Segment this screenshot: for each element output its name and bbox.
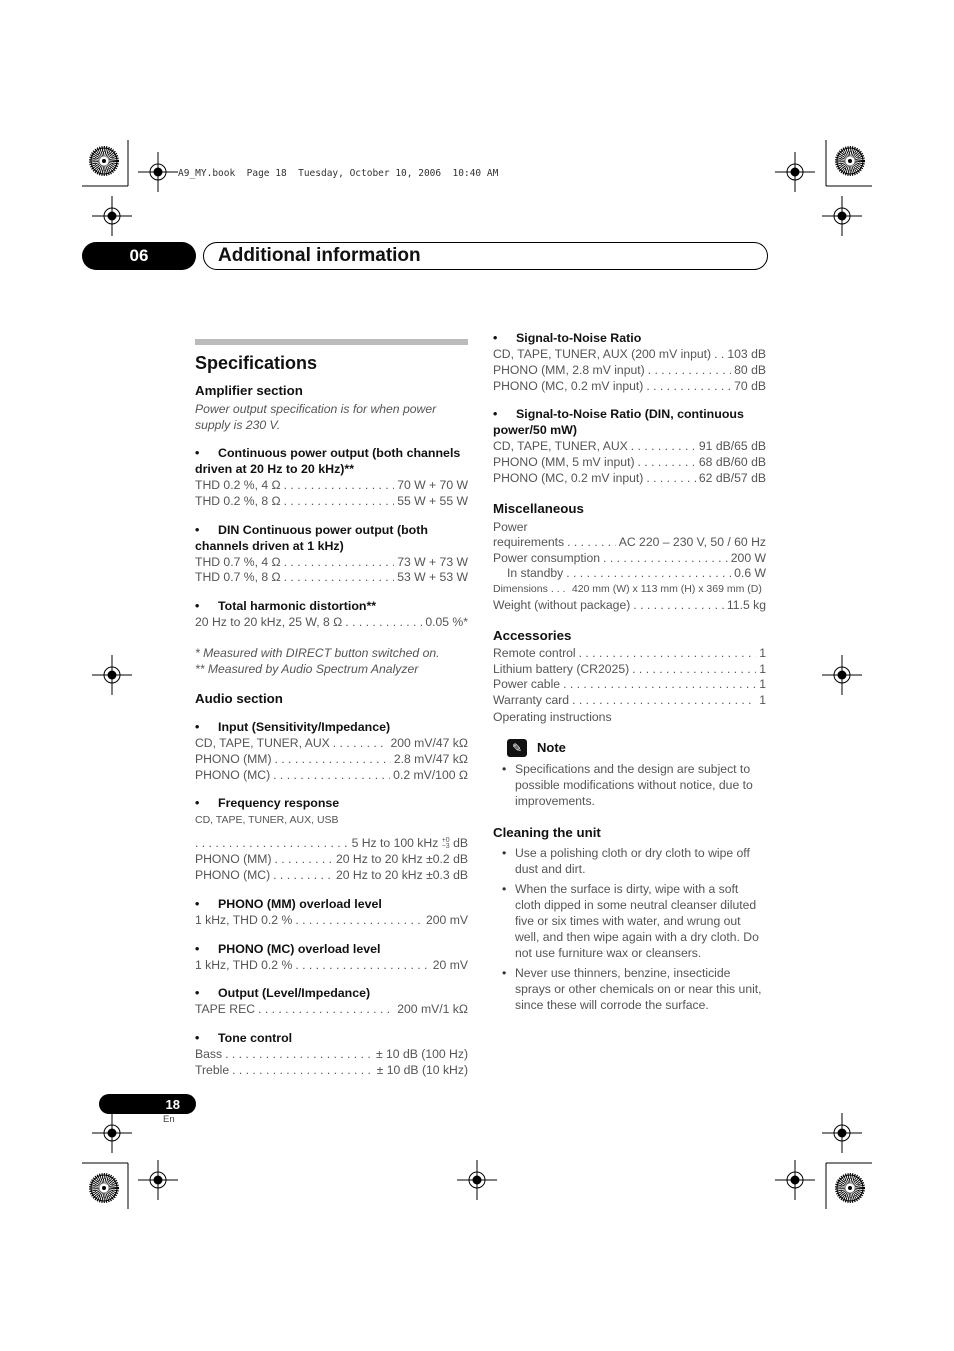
accessories-heading: Accessories <box>493 627 572 643</box>
footnote: * Measured with DIRECT button switched on. <box>195 645 440 660</box>
spec-row: THD 0.7 %, 4 Ω . . . 73 W + 73 W <box>195 555 468 571</box>
chapter-title: Additional information <box>203 242 768 270</box>
cleaning-item: • Never use thinners, benzine, insecticide sprays or other chemicals on or near this unit, since these will corrode the surface. <box>493 965 766 1013</box>
misc-heading: Miscellaneous <box>493 500 584 516</box>
spec-row: TAPE REC . . . 200 mV/1 kΩ <box>195 1002 468 1018</box>
spec-group-title: • Output (Level/Impedance) <box>195 986 371 1001</box>
spec-row: Power consumption . . . 200 W <box>493 551 766 567</box>
spec-group-title: • Total harmonic distortion** <box>195 599 377 614</box>
specifications-title: Specifications <box>195 353 318 373</box>
spec-row: Treble . . . ± 10 dB (10 kHz) <box>195 1063 468 1079</box>
spec-row: 1 kHz, THD 0.2 % . . . 20 mV <box>195 958 468 974</box>
cleaning-item: • Use a polishing cloth or dry cloth to wipe off dust and dirt. <box>493 845 766 877</box>
spec-row: Lithium battery (CR2025) . . . 1 <box>493 662 766 678</box>
audio-heading: Audio section <box>195 690 283 706</box>
note-header <box>493 739 766 757</box>
spec-row: requirements . . . AC 220 – 230 V, 50 / 60 Hz <box>493 535 766 551</box>
spec-row: PHONO (MM, 2.8 mV input) . . . 80 dB <box>493 363 766 379</box>
left-column <box>195 339 468 1079</box>
cleaning-list <box>493 845 766 1013</box>
spec-group-title: • Tone control <box>195 1031 293 1046</box>
spec-group-title: • Frequency response <box>195 796 340 811</box>
spec-row: CD, TAPE, TUNER, AUX . . . 91 dB/65 dB <box>493 439 766 455</box>
misc-power-label: Power <box>493 519 528 534</box>
spec-group-title: • PHONO (MM) overload level <box>195 896 382 911</box>
spec-row: Remote control . . . 1 <box>493 646 766 662</box>
spec-row: PHONO (MM) . . . 20 Hz to 20 kHz ±0.2 dB <box>195 852 468 868</box>
spec-row: CD, TAPE, TUNER, AUX . . . 200 mV/47 kΩ <box>195 736 468 752</box>
spec-group-title: • Signal-to-Noise Ratio <box>493 331 642 345</box>
spec-row: PHONO (MC, 0.2 mV input) . . . 62 dB/57 dB <box>493 471 766 487</box>
print-info: A9_MY.book Page 18 Tuesday, October 10, 2006 10:40 AM <box>178 168 499 179</box>
chapter-number: 06 <box>82 242 196 270</box>
spec-row: In standby . . . 0.6 W <box>493 566 766 582</box>
spec-row: PHONO (MC) . . . 0.2 mV/100 Ω <box>195 768 468 784</box>
spec-row: Power cable . . . 1 <box>493 677 766 693</box>
spec-row: THD 0.2 %, 4 Ω . . . 70 W + 70 W <box>195 478 468 494</box>
spec-row: PHONO (MM, 5 mV input) . . . 68 dB/60 dB <box>493 455 766 471</box>
spec-row: PHONO (MM) . . . 2.8 mV/47 kΩ <box>195 752 468 768</box>
spec-row: THD 0.7 %, 8 Ω . . . 53 W + 53 W <box>195 570 468 586</box>
spec-row: Warranty card . . . 1 <box>493 693 766 709</box>
spec-row: 20 Hz to 20 kHz, 25 W, 8 Ω . . . 0.05 %* <box>195 615 468 631</box>
footnote: ** Measured by Audio Spectrum Analyzer <box>195 661 419 676</box>
note-item: • Specifications and the design are subject to possible modifications without notice, due to improvements. <box>493 761 766 809</box>
page-language: En <box>163 1114 175 1125</box>
cleaning-item: • When the surface is dirty, wipe with a soft cloth dipped in some neutral cleanser diluted five or six times with water, and wrung out well, and then wipe again with a dry cloth. Do not use furniture wax or cleansers. <box>493 881 766 961</box>
spec-row: CD, TAPE, TUNER, AUX (200 mV input) . . . 103 dB <box>493 347 766 363</box>
cleaning-heading: Cleaning the unit <box>493 824 601 840</box>
note-label: Note <box>537 739 566 755</box>
spec-row: PHONO (MC, 0.2 mV input) . . . 70 dB <box>493 379 766 395</box>
amplifier-intro: Power output specification is for when power supply is 230 V. <box>195 402 437 432</box>
spec-row: Dimensions . . . 420 mm (W) x 113 mm (H) x 369 mm (D) <box>493 582 766 598</box>
spec-group-title: • Signal-to-Noise Ratio (DIN, continuous power/50 mW) <box>493 407 744 438</box>
amplifier-heading: Amplifier section <box>195 383 303 398</box>
spec-group-title: • DIN Continuous power output (both channels driven at 1 kHz) <box>195 522 428 553</box>
section-rule <box>195 339 468 345</box>
right-column <box>493 330 766 1017</box>
spec-row: 1 kHz, THD 0.2 % . . . 200 mV <box>195 913 468 929</box>
accessories-last: Operating instructions <box>493 709 612 724</box>
spec-row: Bass . . . ± 10 dB (100 Hz) <box>195 1047 468 1063</box>
note-list <box>493 761 766 809</box>
spec-group-title: • Continuous power output (both channels driven at 20 Hz to 20 kHz)** <box>195 446 461 476</box>
spec-group-title: • PHONO (MC) overload level <box>195 941 381 956</box>
spec-row: PHONO (MC) . . . 20 Hz to 20 kHz ±0.3 dB <box>195 868 468 884</box>
freq-sub: CD, TAPE, TUNER, AUX, USB <box>195 814 339 827</box>
note-pencil-icon: ✎ <box>507 739 527 757</box>
spec-group-title: • Input (Sensitivity/Impedance) <box>195 719 391 734</box>
spec-row: . . . 5 Hz to 100 kHz +0 −3 dB <box>195 836 468 852</box>
spec-row: THD 0.2 %, 8 Ω . . . 55 W + 55 W <box>195 494 468 510</box>
page-number: 18 <box>99 1094 196 1114</box>
spec-row: Weight (without package) . . . 11.5 kg <box>493 598 766 614</box>
